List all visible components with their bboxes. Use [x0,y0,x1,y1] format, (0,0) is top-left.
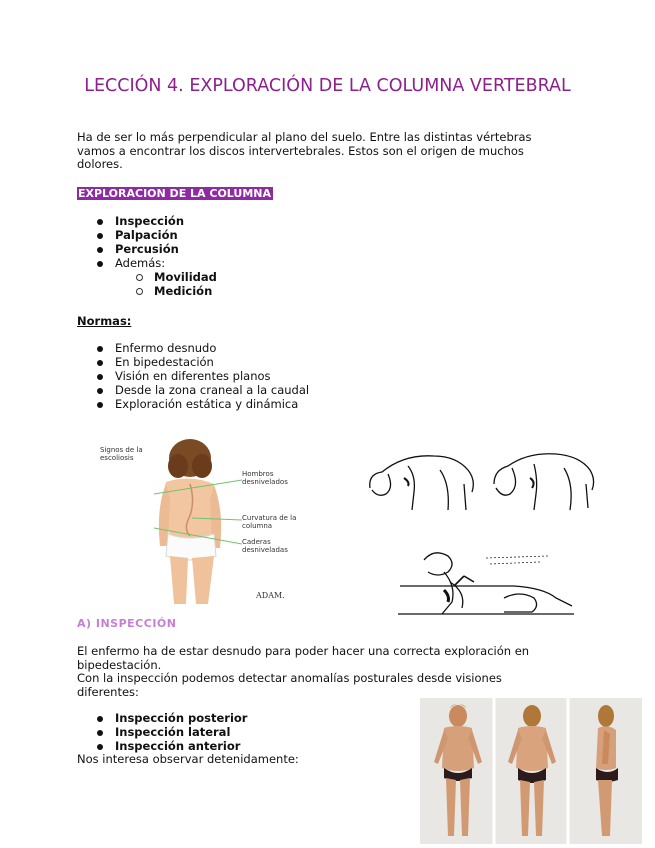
list-item: Movilidad [135,271,217,285]
prone-examination-illustration [394,542,580,622]
list-item: Percusión [96,243,184,257]
inspection-list [96,712,247,754]
bullet-icon [97,261,103,267]
forward-bend-drawings [364,444,604,516]
list-item: Inspección [96,215,184,229]
inspection-paragraph-1: El enfermo ha de estar desnudo para poder hacer una correcta exploración en bipedestación. [77,644,530,672]
patient-photo-views [420,698,642,844]
observe-text: Nos interesa observar detenidamente: [77,752,299,766]
forward-bend-illustration [364,444,604,516]
inspection-paragraph-2: Con la inspección podemos detectar anomalías posturales desde visiones diferentes: [77,671,502,699]
inspection-paragraph [77,645,557,699]
ademas-sublist [135,271,217,299]
list-item: Enfermo desnudo [96,342,309,356]
bullet-icon [97,402,103,408]
section-a-heading: A) INSPECCIÓN [77,617,177,630]
bullet-icon [97,730,103,736]
bullet-icon [97,716,103,722]
figure-label-hips: Caderas desniveladas [242,538,288,554]
normas-heading: Normas: [77,314,132,328]
bullet-icon [97,346,103,352]
list-item: Inspección anterior [96,740,247,754]
list-item: Palpación [96,229,184,243]
figure-label-shoulders: Hombros desnivelados [242,470,288,486]
bullet-icon [97,388,103,394]
bullet-icon [97,233,103,239]
bullet-icon [97,219,103,225]
figure-label-signs: Signos de la escoliosis [100,446,143,462]
patient-three-views-photo [420,698,642,844]
scoliosis-figure [96,438,306,606]
list-item: Visión en diferentes planos [96,370,309,384]
bullet-icon [97,360,103,366]
figure-label-curvature: Curvatura de la columna [242,514,297,530]
section-heading-exploracion: EXPLORACION DE LA COLUMNA [78,187,272,200]
page-title: LECCIÓN 4. EXPLORACIÓN DE LA COLUMNA VERTEBRAL [84,76,571,96]
bullet-icon [97,744,103,750]
prone-examination-drawing [394,542,580,622]
bullet-icon [97,374,103,380]
list-item: Además: [96,257,184,271]
normas-list [96,342,309,412]
bullet-icon [97,247,103,253]
list-item: Medición [135,285,217,299]
intro-paragraph: Ha de ser lo más perpendicular al plano del suelo. Entre las distintas vértebras vamos a encontrar los discos intervertebrales. Estos son el origen de muchos dolores. [77,130,532,171]
list-item: En bipedestación [96,356,309,370]
hollow-bullet-icon [136,288,143,295]
list-item: Inspección lateral [96,726,247,740]
list-item: Desde la zona craneal a la caudal [96,384,309,398]
adam-logo: ADAM. [256,591,285,600]
exploration-list [96,215,184,271]
list-item: Exploración estática y dinámica [96,398,309,412]
hollow-bullet-icon [136,274,143,281]
list-item: Inspección posterior [96,712,247,726]
